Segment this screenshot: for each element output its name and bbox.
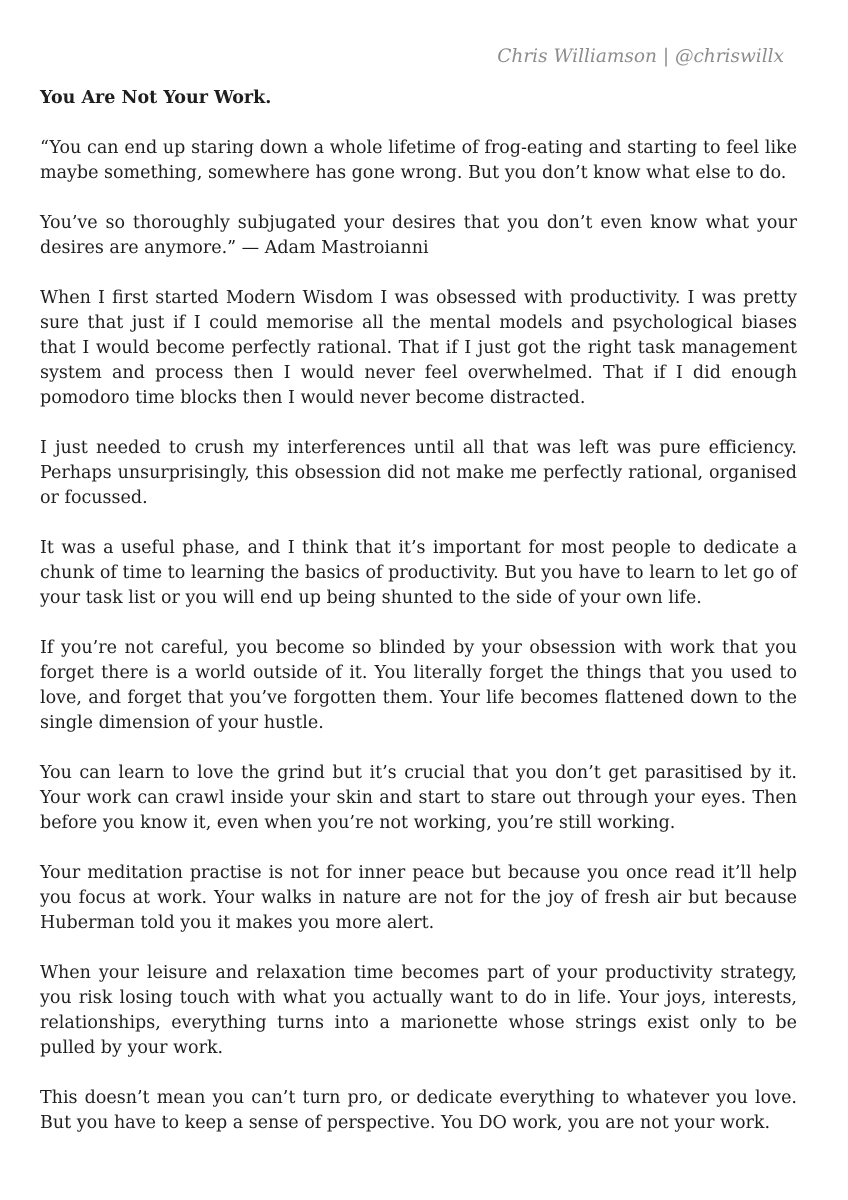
paragraph: It was a useful phase, and I think that it’s important for most people to dedicate a chunk of time to learning the basics of productivity. But you have to learn to let go of your task list or you will end up being shunted to the side of your own life. xyxy=(40,538,797,608)
paragraph: “You can end up staring down a whole lifetime of frog-eating and starting to feel like maybe something, somewhere has gone wrong. But you don’t know what else to do. xyxy=(40,138,797,183)
paragraph: I just needed to crush my interferences until all that was left was pure efficiency. Perhaps unsurprisingly, this obsession did not make me perfectly rational, organised or focussed. xyxy=(40,438,797,508)
article-title: You Are Not Your Work. xyxy=(40,88,272,108)
paragraph: If you’re not careful, you become so blinded by your obsession with work that you forget there is a world outside of it. You literally forget the things that you used to love, and forget that you’ve forgotten them. Your life becomes flattened down to the single dimension of your hustle. xyxy=(40,638,797,733)
paragraph: When I first started Modern Wisdom I was obsessed with productivity. I was pretty sure that just if I could memorise all the mental models and psychological biases that I would become perfectly rational. That if I just got the right task management system and process then I would never feel overwhelmed. That if I did enough pomodoro time blocks then I would never become distracted. xyxy=(40,288,797,408)
paragraph: When your leisure and relaxation time becomes part of your productivity strategy, you risk losing touch with what you actually want to do in life. Your joys, interests, relationships, everything turns into a marionette whose strings exist only to be pulled by your work. xyxy=(40,963,797,1058)
article-body xyxy=(40,86,797,1136)
paragraph: You’ve so thoroughly subjugated your desires that you don’t even know what your desires are anymore.” — Adam Mastroianni xyxy=(40,213,797,258)
paragraph: This doesn’t mean you can’t turn pro, or dedicate everything to whatever you love. But you have to keep a sense of perspective. You DO work, you are not your work. xyxy=(40,1088,797,1133)
paragraph: Your meditation practise is not for inner peace but because you once read it’ll help you focus at work. Your walks in nature are not for the joy of fresh air but because Huberman told you it makes you more alert. xyxy=(40,863,797,933)
author-byline: Chris Williamson | @chriswillx xyxy=(497,46,784,67)
paragraph: You can learn to love the grind but it’s crucial that you don’t get parasitised by it. Your work can crawl inside your skin and start to stare out through your eyes. Then before you know it, even when you’re not working, you’re still working. xyxy=(40,763,797,833)
